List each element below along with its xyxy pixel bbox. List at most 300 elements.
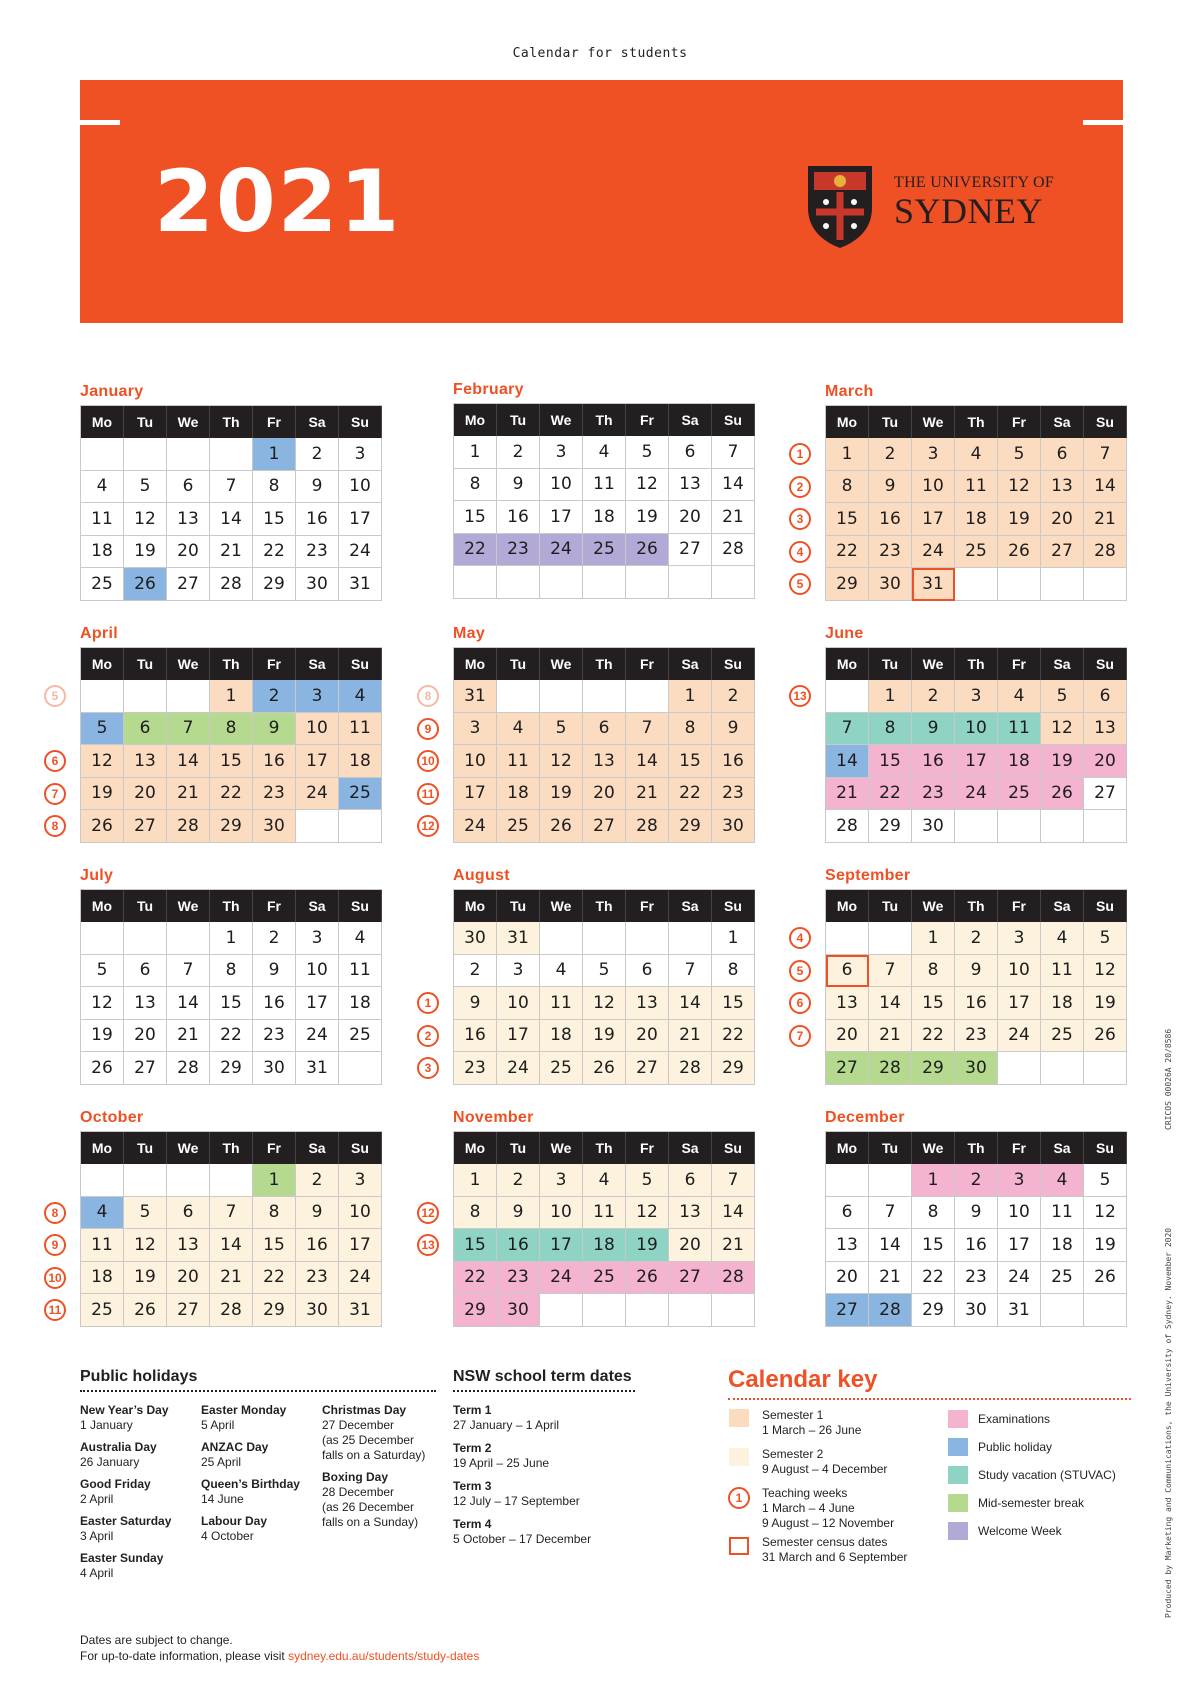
day-cell[interactable]: 13	[124, 745, 167, 778]
day-cell[interactable]: 20	[626, 1020, 669, 1053]
day-cell[interactable]: 26	[81, 1052, 124, 1085]
day-cell[interactable]: 18	[998, 745, 1041, 778]
day-cell[interactable]: 18	[583, 501, 626, 534]
day-cell[interactable]: 8	[253, 1197, 296, 1230]
day-cell[interactable]: 13	[1041, 471, 1084, 504]
day-cell[interactable]: 27	[826, 1294, 869, 1327]
day-cell[interactable]: 22	[669, 778, 712, 811]
day-cell[interactable]: 27	[167, 568, 210, 601]
day-cell[interactable]: 29	[210, 810, 253, 843]
day-cell[interactable]: 9	[712, 713, 755, 746]
day-cell[interactable]: 11	[81, 1229, 124, 1262]
day-cell[interactable]: 30	[912, 810, 955, 843]
day-cell[interactable]: 11	[540, 987, 583, 1020]
day-cell[interactable]: 16	[955, 1229, 998, 1262]
day-cell[interactable]: 26	[540, 810, 583, 843]
day-cell[interactable]: 24	[497, 1052, 540, 1085]
day-cell[interactable]: 22	[253, 1262, 296, 1295]
day-cell[interactable]: 15	[454, 501, 497, 534]
day-cell[interactable]: 4	[540, 955, 583, 988]
day-cell[interactable]: 17	[540, 501, 583, 534]
day-cell[interactable]: 26	[1084, 1262, 1127, 1295]
day-cell[interactable]: 8	[210, 713, 253, 746]
day-cell[interactable]: 16	[912, 745, 955, 778]
day-cell[interactable]: 4	[81, 471, 124, 504]
day-cell[interactable]: 15	[253, 503, 296, 536]
day-cell[interactable]: 18	[497, 778, 540, 811]
day-cell[interactable]: 10	[454, 745, 497, 778]
day-cell[interactable]: 20	[167, 536, 210, 569]
day-cell[interactable]: 7	[1084, 438, 1127, 471]
day-cell[interactable]: 26	[626, 534, 669, 567]
day-cell[interactable]: 6	[1084, 680, 1127, 713]
day-cell[interactable]: 22	[454, 534, 497, 567]
day-cell[interactable]: 15	[253, 1229, 296, 1262]
day-cell[interactable]: 16	[253, 745, 296, 778]
day-cell[interactable]: 31	[339, 568, 382, 601]
day-cell[interactable]: 3	[955, 680, 998, 713]
day-cell[interactable]: 17	[339, 1229, 382, 1262]
day-cell[interactable]: 24	[339, 1262, 382, 1295]
day-cell[interactable]: 29	[210, 1052, 253, 1085]
day-cell[interactable]: 16	[296, 503, 339, 536]
day-cell[interactable]: 16	[712, 745, 755, 778]
day-cell[interactable]: 5	[81, 955, 124, 988]
day-cell[interactable]: 24	[296, 778, 339, 811]
day-cell[interactable]: 5	[1084, 1164, 1127, 1197]
day-cell[interactable]: 9	[253, 955, 296, 988]
day-cell[interactable]: 27	[583, 810, 626, 843]
day-cell[interactable]: 29	[669, 810, 712, 843]
day-cell[interactable]: 13	[167, 1229, 210, 1262]
day-cell[interactable]: 25	[81, 568, 124, 601]
day-cell[interactable]: 25	[540, 1052, 583, 1085]
day-cell[interactable]: 21	[626, 778, 669, 811]
day-cell[interactable]: 9	[454, 987, 497, 1020]
day-cell[interactable]: 13	[1084, 713, 1127, 746]
day-cell[interactable]: 22	[210, 778, 253, 811]
day-cell[interactable]: 2	[497, 436, 540, 469]
day-cell[interactable]: 6	[124, 955, 167, 988]
day-cell[interactable]: 30	[296, 1294, 339, 1327]
day-cell[interactable]: 11	[583, 1197, 626, 1230]
day-cell[interactable]: 18	[955, 503, 998, 536]
day-cell[interactable]: 18	[1041, 1229, 1084, 1262]
day-cell[interactable]: 12	[124, 1229, 167, 1262]
day-cell[interactable]: 11	[497, 745, 540, 778]
day-cell[interactable]: 1	[826, 438, 869, 471]
day-cell[interactable]: 5	[583, 955, 626, 988]
day-cell[interactable]: 1	[454, 1164, 497, 1197]
day-cell[interactable]: 15	[912, 987, 955, 1020]
day-cell[interactable]: 2	[454, 955, 497, 988]
day-cell[interactable]: 30	[955, 1294, 998, 1327]
day-cell[interactable]: 30	[955, 1052, 998, 1085]
day-cell[interactable]: 31	[296, 1052, 339, 1085]
day-cell[interactable]: 23	[296, 1262, 339, 1295]
day-cell[interactable]: 1	[210, 680, 253, 713]
day-cell[interactable]: 17	[339, 503, 382, 536]
day-cell[interactable]: 2	[253, 922, 296, 955]
day-cell[interactable]: 5	[1084, 922, 1127, 955]
day-cell[interactable]: 28	[167, 810, 210, 843]
day-cell[interactable]: 30	[497, 1294, 540, 1327]
day-cell[interactable]: 7	[712, 1164, 755, 1197]
day-cell[interactable]: 8	[454, 1197, 497, 1230]
day-cell[interactable]: 21	[167, 778, 210, 811]
day-cell[interactable]: 9	[296, 1197, 339, 1230]
day-cell[interactable]: 14	[869, 987, 912, 1020]
day-cell[interactable]: 14	[869, 1229, 912, 1262]
day-cell[interactable]: 23	[253, 778, 296, 811]
day-cell[interactable]: 17	[998, 987, 1041, 1020]
day-cell[interactable]: 1	[454, 436, 497, 469]
day-cell[interactable]: 29	[826, 568, 869, 601]
day-cell[interactable]: 9	[497, 1197, 540, 1230]
day-cell[interactable]: 29	[912, 1052, 955, 1085]
day-cell[interactable]: 19	[583, 1020, 626, 1053]
day-cell[interactable]: 19	[1084, 1229, 1127, 1262]
day-cell[interactable]: 9	[955, 955, 998, 988]
day-cell[interactable]: 18	[81, 1262, 124, 1295]
day-cell[interactable]: 12	[124, 503, 167, 536]
day-cell[interactable]: 6	[626, 955, 669, 988]
day-cell[interactable]: 9	[912, 713, 955, 746]
day-cell[interactable]: 15	[210, 987, 253, 1020]
day-cell[interactable]: 13	[167, 503, 210, 536]
day-cell[interactable]: 8	[912, 1197, 955, 1230]
day-cell[interactable]: 24	[955, 778, 998, 811]
day-cell[interactable]: 22	[454, 1262, 497, 1295]
day-cell[interactable]: 7	[626, 713, 669, 746]
day-cell[interactable]: 4	[583, 1164, 626, 1197]
day-cell[interactable]: 9	[955, 1197, 998, 1230]
day-cell[interactable]: 11	[339, 955, 382, 988]
day-cell[interactable]: 22	[712, 1020, 755, 1053]
day-cell[interactable]: 18	[583, 1229, 626, 1262]
day-cell[interactable]: 8	[253, 471, 296, 504]
day-cell[interactable]: 13	[669, 1197, 712, 1230]
day-cell[interactable]: 5	[998, 438, 1041, 471]
day-cell[interactable]: 12	[626, 1197, 669, 1230]
day-cell[interactable]: 11	[1041, 955, 1084, 988]
day-cell[interactable]: 20	[124, 778, 167, 811]
day-cell[interactable]: 23	[497, 534, 540, 567]
day-cell[interactable]: 15	[912, 1229, 955, 1262]
day-cell[interactable]: 23	[296, 536, 339, 569]
day-cell[interactable]: 25	[583, 534, 626, 567]
day-cell[interactable]: 19	[540, 778, 583, 811]
day-cell[interactable]: 22	[253, 536, 296, 569]
day-cell[interactable]: 23	[253, 1020, 296, 1053]
day-cell[interactable]: 28	[167, 1052, 210, 1085]
day-cell[interactable]: 12	[81, 745, 124, 778]
day-cell[interactable]: 3	[912, 438, 955, 471]
day-cell[interactable]: 26	[998, 536, 1041, 569]
day-cell[interactable]: 20	[669, 501, 712, 534]
day-cell[interactable]: 8	[912, 955, 955, 988]
day-cell[interactable]: 20	[1084, 745, 1127, 778]
day-cell[interactable]: 25	[955, 536, 998, 569]
day-cell[interactable]: 21	[1084, 503, 1127, 536]
day-cell[interactable]: 27	[826, 1052, 869, 1085]
day-cell[interactable]: 10	[296, 713, 339, 746]
day-cell[interactable]: 9	[869, 471, 912, 504]
day-cell[interactable]: 10	[339, 471, 382, 504]
day-cell[interactable]: 8	[210, 955, 253, 988]
day-cell[interactable]: 28	[869, 1294, 912, 1327]
day-cell[interactable]: 3	[339, 438, 382, 471]
day-cell[interactable]: 26	[626, 1262, 669, 1295]
day-cell[interactable]: 11	[998, 713, 1041, 746]
university-logo[interactable]	[800, 160, 1060, 250]
day-cell[interactable]: 29	[869, 810, 912, 843]
day-cell[interactable]: 14	[167, 745, 210, 778]
day-cell[interactable]: 3	[296, 680, 339, 713]
day-cell[interactable]: 21	[869, 1262, 912, 1295]
day-cell[interactable]: 1	[912, 1164, 955, 1197]
day-cell[interactable]: 27	[124, 1052, 167, 1085]
day-cell[interactable]: 23	[454, 1052, 497, 1085]
day-cell[interactable]: 20	[583, 778, 626, 811]
day-cell[interactable]: 16	[955, 987, 998, 1020]
day-cell[interactable]: 12	[540, 745, 583, 778]
day-cell[interactable]: 13	[626, 987, 669, 1020]
day-cell[interactable]: 29	[253, 568, 296, 601]
day-cell[interactable]: 28	[712, 1262, 755, 1295]
day-cell[interactable]: 2	[253, 680, 296, 713]
day-cell[interactable]: 6	[669, 436, 712, 469]
day-cell[interactable]: 30	[253, 1052, 296, 1085]
day-cell[interactable]: 19	[626, 1229, 669, 1262]
day-cell[interactable]: 24	[998, 1020, 1041, 1053]
day-cell[interactable]: 27	[626, 1052, 669, 1085]
day-cell[interactable]: 10	[339, 1197, 382, 1230]
day-cell[interactable]: 26	[583, 1052, 626, 1085]
day-cell[interactable]: 6	[826, 1197, 869, 1230]
day-cell[interactable]: 15	[669, 745, 712, 778]
day-cell[interactable]: 3	[998, 922, 1041, 955]
day-cell[interactable]: 17	[912, 503, 955, 536]
day-cell[interactable]: 7	[210, 471, 253, 504]
day-cell[interactable]: 1	[869, 680, 912, 713]
day-cell[interactable]: 21	[712, 501, 755, 534]
day-cell[interactable]: 22	[869, 778, 912, 811]
day-cell[interactable]: 29	[454, 1294, 497, 1327]
day-cell[interactable]: 13	[826, 1229, 869, 1262]
day-cell[interactable]: 28	[669, 1052, 712, 1085]
day-cell[interactable]: 2	[712, 680, 755, 713]
day-cell[interactable]: 24	[998, 1262, 1041, 1295]
day-cell[interactable]: 6	[583, 713, 626, 746]
day-cell[interactable]: 15	[869, 745, 912, 778]
day-cell[interactable]: 29	[712, 1052, 755, 1085]
day-cell[interactable]: 2	[955, 1164, 998, 1197]
day-cell[interactable]: 16	[296, 1229, 339, 1262]
day-cell[interactable]: 28	[210, 1294, 253, 1327]
day-cell[interactable]: 6	[167, 1197, 210, 1230]
day-cell[interactable]: 20	[826, 1020, 869, 1053]
day-cell[interactable]: 1	[253, 1164, 296, 1197]
day-cell[interactable]: 15	[826, 503, 869, 536]
day-cell[interactable]: 17	[955, 745, 998, 778]
day-cell[interactable]: 16	[497, 501, 540, 534]
day-cell[interactable]: 15	[454, 1229, 497, 1262]
day-cell[interactable]: 16	[253, 987, 296, 1020]
day-cell[interactable]: 14	[626, 745, 669, 778]
day-cell[interactable]: 7	[210, 1197, 253, 1230]
day-cell[interactable]: 5	[1041, 680, 1084, 713]
day-cell[interactable]: 20	[826, 1262, 869, 1295]
day-cell[interactable]: 1	[669, 680, 712, 713]
day-cell[interactable]: 22	[826, 536, 869, 569]
day-cell[interactable]: 19	[1041, 745, 1084, 778]
day-cell[interactable]: 25	[81, 1294, 124, 1327]
day-cell[interactable]: 21	[869, 1020, 912, 1053]
day-cell[interactable]: 4	[497, 713, 540, 746]
day-cell[interactable]: 1	[253, 438, 296, 471]
day-cell[interactable]: 19	[124, 1262, 167, 1295]
day-cell[interactable]: 9	[253, 713, 296, 746]
day-cell[interactable]: 16	[454, 1020, 497, 1053]
day-cell[interactable]: 16	[869, 503, 912, 536]
day-cell[interactable]: 30	[454, 922, 497, 955]
day-cell[interactable]: 21	[712, 1229, 755, 1262]
day-cell[interactable]: 31	[912, 568, 955, 601]
day-cell[interactable]: 14	[826, 745, 869, 778]
day-cell[interactable]: 2	[296, 1164, 339, 1197]
day-cell[interactable]: 28	[869, 1052, 912, 1085]
day-cell[interactable]: 18	[339, 745, 382, 778]
day-cell[interactable]: 30	[869, 568, 912, 601]
day-cell[interactable]: 19	[81, 1020, 124, 1053]
day-cell[interactable]: 25	[1041, 1262, 1084, 1295]
day-cell[interactable]: 25	[998, 778, 1041, 811]
day-cell[interactable]: 24	[296, 1020, 339, 1053]
day-cell[interactable]: 24	[540, 534, 583, 567]
day-cell[interactable]: 17	[296, 745, 339, 778]
day-cell[interactable]: 1	[912, 922, 955, 955]
day-cell[interactable]: 22	[912, 1020, 955, 1053]
day-cell[interactable]: 31	[454, 680, 497, 713]
day-cell[interactable]: 28	[1084, 536, 1127, 569]
day-cell[interactable]: 31	[998, 1294, 1041, 1327]
day-cell[interactable]: 14	[669, 987, 712, 1020]
day-cell[interactable]: 27	[124, 810, 167, 843]
day-cell[interactable]: 20	[124, 1020, 167, 1053]
day-cell[interactable]: 28	[626, 810, 669, 843]
day-cell[interactable]: 18	[1041, 987, 1084, 1020]
day-cell[interactable]: 10	[540, 469, 583, 502]
day-cell[interactable]: 25	[339, 1020, 382, 1053]
day-cell[interactable]: 10	[998, 955, 1041, 988]
day-cell[interactable]: 14	[210, 503, 253, 536]
day-cell[interactable]: 10	[540, 1197, 583, 1230]
day-cell[interactable]: 9	[497, 469, 540, 502]
day-cell[interactable]: 8	[669, 713, 712, 746]
day-cell[interactable]: 3	[540, 436, 583, 469]
day-cell[interactable]: 21	[210, 1262, 253, 1295]
day-cell[interactable]: 5	[124, 471, 167, 504]
day-cell[interactable]: 7	[869, 1197, 912, 1230]
day-cell[interactable]: 3	[339, 1164, 382, 1197]
day-cell[interactable]: 12	[1041, 713, 1084, 746]
day-cell[interactable]: 4	[339, 922, 382, 955]
day-cell[interactable]: 31	[497, 922, 540, 955]
day-cell[interactable]: 3	[497, 955, 540, 988]
day-cell[interactable]: 23	[955, 1262, 998, 1295]
day-cell[interactable]: 21	[669, 1020, 712, 1053]
day-cell[interactable]: 17	[540, 1229, 583, 1262]
day-cell[interactable]: 15	[210, 745, 253, 778]
day-cell[interactable]: 12	[1084, 955, 1127, 988]
day-cell[interactable]: 12	[626, 469, 669, 502]
day-cell[interactable]: 3	[454, 713, 497, 746]
day-cell[interactable]: 4	[583, 436, 626, 469]
day-cell[interactable]: 20	[167, 1262, 210, 1295]
day-cell[interactable]: 7	[669, 955, 712, 988]
day-cell[interactable]: 24	[912, 536, 955, 569]
day-cell[interactable]: 17	[998, 1229, 1041, 1262]
day-cell[interactable]: 21	[826, 778, 869, 811]
day-cell[interactable]: 14	[210, 1229, 253, 1262]
day-cell[interactable]: 7	[167, 955, 210, 988]
day-cell[interactable]: 11	[339, 713, 382, 746]
day-cell[interactable]: 5	[626, 436, 669, 469]
day-cell[interactable]: 4	[81, 1197, 124, 1230]
day-cell[interactable]: 19	[626, 501, 669, 534]
day-cell[interactable]: 2	[912, 680, 955, 713]
day-cell[interactable]: 23	[712, 778, 755, 811]
day-cell[interactable]: 28	[712, 534, 755, 567]
day-cell[interactable]: 19	[998, 503, 1041, 536]
day-cell[interactable]: 31	[339, 1294, 382, 1327]
day-cell[interactable]: 21	[167, 1020, 210, 1053]
day-cell[interactable]: 6	[124, 713, 167, 746]
day-cell[interactable]: 11	[1041, 1197, 1084, 1230]
day-cell[interactable]: 8	[712, 955, 755, 988]
day-cell[interactable]: 22	[912, 1262, 955, 1295]
day-cell[interactable]: 13	[124, 987, 167, 1020]
day-cell[interactable]: 7	[869, 955, 912, 988]
day-cell[interactable]: 16	[497, 1229, 540, 1262]
day-cell[interactable]: 11	[955, 471, 998, 504]
day-cell[interactable]: 4	[1041, 1164, 1084, 1197]
day-cell[interactable]: 17	[296, 987, 339, 1020]
day-cell[interactable]: 30	[253, 810, 296, 843]
day-cell[interactable]: 5	[81, 713, 124, 746]
day-cell[interactable]: 10	[497, 987, 540, 1020]
day-cell[interactable]: 23	[912, 778, 955, 811]
day-cell[interactable]: 4	[998, 680, 1041, 713]
day-cell[interactable]: 6	[1041, 438, 1084, 471]
day-cell[interactable]: 4	[1041, 922, 1084, 955]
day-cell[interactable]: 3	[998, 1164, 1041, 1197]
day-cell[interactable]: 24	[339, 536, 382, 569]
day-cell[interactable]: 29	[253, 1294, 296, 1327]
day-cell[interactable]: 10	[998, 1197, 1041, 1230]
day-cell[interactable]: 29	[912, 1294, 955, 1327]
day-cell[interactable]: 13	[669, 469, 712, 502]
day-cell[interactable]: 14	[1084, 471, 1127, 504]
study-dates-link[interactable]: sydney.edu.au/students/study-dates	[288, 1649, 480, 1663]
day-cell[interactable]: 18	[540, 1020, 583, 1053]
day-cell[interactable]: 24	[540, 1262, 583, 1295]
day-cell[interactable]: 12	[583, 987, 626, 1020]
day-cell[interactable]: 30	[296, 568, 339, 601]
day-cell[interactable]: 3	[540, 1164, 583, 1197]
day-cell[interactable]: 11	[583, 469, 626, 502]
